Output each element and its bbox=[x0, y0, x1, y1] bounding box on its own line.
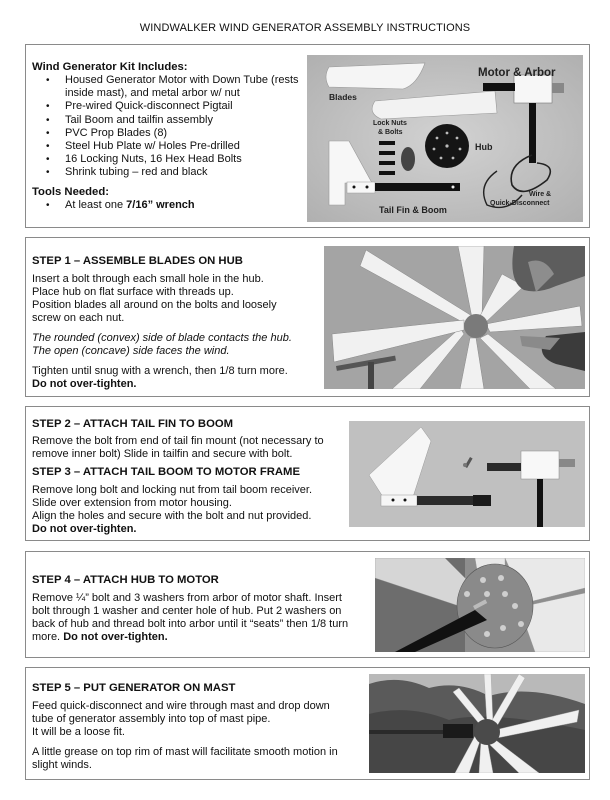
step-5-photo bbox=[369, 674, 585, 773]
step-4-photo bbox=[375, 558, 585, 652]
label-locknuts-2: & Bolts bbox=[378, 129, 403, 136]
kit-item: • Shrink tubing – red and black bbox=[32, 166, 307, 179]
tools-list bbox=[32, 199, 307, 212]
kit-text bbox=[32, 60, 307, 212]
step-note: The open (concave) side faces the wind. bbox=[32, 345, 230, 357]
kit-contents-section bbox=[25, 44, 590, 228]
document-title: WINDWALKER WIND GENERATOR ASSEMBLY INSTRUCTIONS bbox=[139, 22, 471, 34]
tools-heading: Tools Needed: bbox=[32, 185, 109, 198]
step-line-text: more. bbox=[32, 631, 64, 643]
step-5-text bbox=[32, 681, 362, 772]
label-blades: Blades bbox=[329, 92, 357, 102]
step-line: Position blades all around on the bolts and loosely bbox=[32, 299, 277, 311]
kit-parts-photo bbox=[307, 55, 583, 222]
step-2-3-section bbox=[25, 406, 590, 541]
tool-item bbox=[32, 199, 307, 212]
kit-item: • Housed Generator Motor with Down Tube (rests inside mast), and metal arbor w/ nut bbox=[32, 74, 307, 100]
step-line: Feed quick-disconnect and wire through mast and drop down bbox=[32, 700, 330, 712]
step-line bbox=[32, 631, 362, 644]
step-heading: STEP 4 – ATTACH HUB TO MOTOR bbox=[32, 574, 219, 586]
step-line: back of hub and thread bolt into arbor until it “seats” then 1/8 turn bbox=[32, 618, 349, 630]
label-motor-arbor: Motor & Arbor bbox=[478, 67, 556, 79]
label-wire-1: Wire & bbox=[529, 191, 552, 198]
step-line: Remove long bolt and locking nut from tail boom receiver. bbox=[32, 484, 313, 496]
step-line: A little grease on top rim of mast will facilitate smooth motion in bbox=[32, 746, 338, 758]
step-line: Slide over extension from motor housing. bbox=[32, 497, 232, 509]
step-warning: Do not over-tighten. bbox=[32, 523, 137, 535]
step-line: Place hub on flat surface with threads up. bbox=[32, 286, 234, 298]
step-4-section bbox=[25, 551, 590, 658]
kit-item: • Pre-wired Quick-disconnect Pigtail bbox=[32, 100, 307, 113]
step-line: Insert a bolt through each small hole in the hub. bbox=[32, 273, 264, 285]
kit-item: • Steel Hub Plate w/ Holes Pre-drilled bbox=[32, 140, 307, 153]
step-heading: STEP 2 – ATTACH TAIL FIN TO BOOM bbox=[32, 418, 234, 430]
step-line: tube of generator assembly into top of mast pipe. bbox=[32, 713, 271, 725]
step-line: Tighten until snug with a wrench, then 1/8 turn more. bbox=[32, 365, 288, 377]
tool-item-bold: 7/16” wrench bbox=[126, 198, 195, 211]
label-hub: Hub bbox=[475, 142, 493, 152]
step-warning: Do not over-tighten. bbox=[63, 631, 168, 643]
label-locknuts-1: Lock Nuts bbox=[373, 120, 407, 127]
step-4-text bbox=[32, 573, 362, 644]
step-2-3-text bbox=[32, 417, 337, 536]
step-line: Remove the bolt from end of tail fin mount (not necessary to bbox=[32, 435, 324, 447]
step-line: Remove ¼” bolt and 3 washers from arbor of motor shaft. Insert bbox=[32, 592, 342, 604]
kit-heading: Wind Generator Kit Includes: bbox=[32, 61, 188, 73]
step-line: bolt through 1 washer and center hole of hub. Put 2 washers on bbox=[32, 605, 342, 617]
step-note: The rounded (convex) side of blade contacts the hub. bbox=[32, 332, 292, 344]
step-2-3-photo bbox=[349, 421, 585, 527]
kit-items-list bbox=[32, 74, 307, 180]
kit-item: • PVC Prop Blades (8) bbox=[32, 127, 307, 140]
step-heading: STEP 5 – PUT GENERATOR ON MAST bbox=[32, 682, 236, 694]
step-5-section bbox=[25, 667, 590, 780]
kit-item: • 16 Locking Nuts, 16 Hex Head Bolts bbox=[32, 153, 307, 166]
label-wire-2: Quick-Disconnect bbox=[490, 200, 550, 207]
step-line: remove inner bolt) Slide in tailfin and secure with bolt. bbox=[32, 448, 293, 460]
label-tailfin: Tail Fin & Boom bbox=[379, 205, 447, 215]
step-line: screw on each nut. bbox=[32, 312, 125, 324]
step-1-photo bbox=[324, 246, 585, 389]
step-line: slight winds. bbox=[32, 759, 92, 771]
step-warning: Do not over-tighten. bbox=[32, 378, 137, 390]
step-line: It will be a loose fit. bbox=[32, 726, 125, 738]
step-heading: STEP 3 – ATTACH TAIL BOOM TO MOTOR FRAME bbox=[32, 466, 300, 478]
kit-item: • Tail Boom and tailfin assembly bbox=[32, 114, 307, 127]
step-1-section bbox=[25, 237, 590, 397]
step-1-text bbox=[32, 254, 327, 391]
tool-item-text: At least one bbox=[65, 198, 127, 211]
step-heading: STEP 1 – ASSEMBLE BLADES ON HUB bbox=[32, 255, 243, 267]
step-line: Align the holes and secure with the bolt and nut provided. bbox=[32, 510, 312, 522]
